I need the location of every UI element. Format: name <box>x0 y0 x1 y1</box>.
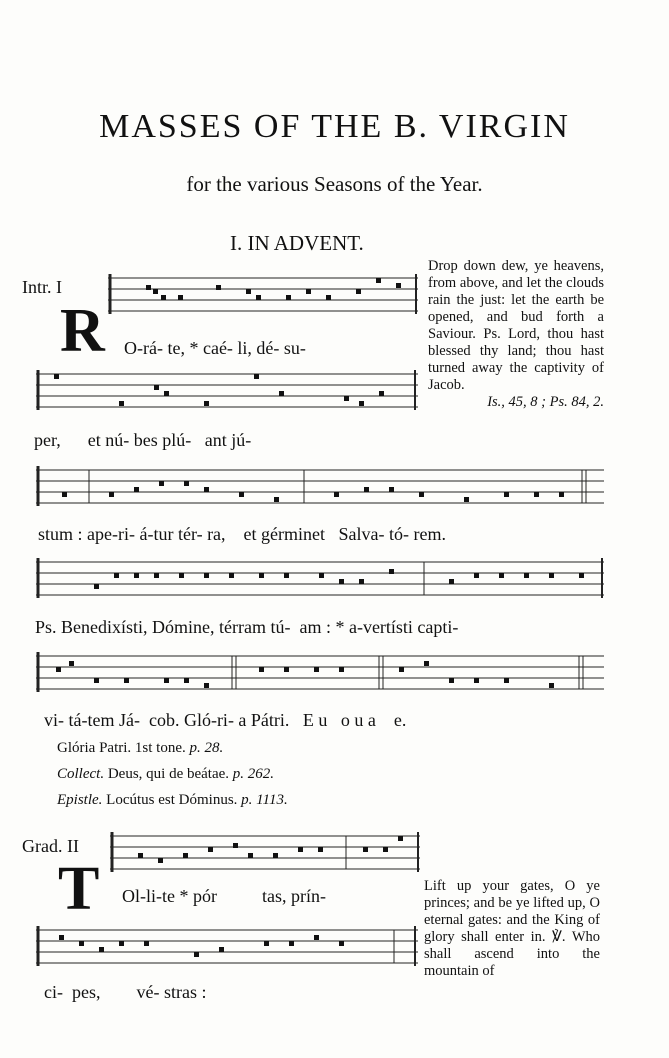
introit-staff-5 <box>34 648 604 704</box>
epistle-page: p. 1113. <box>241 792 288 808</box>
gloria-label: Glória Patri. 1st tone. <box>57 740 186 756</box>
section-heading: I. IN ADVENT. <box>230 231 364 255</box>
introit-lyrics-5: vi- tá-tem Já- cob. Gló-ri- a Pátri. E u o u a e. <box>44 710 407 730</box>
introit-staff-1 <box>106 270 418 326</box>
introit-translation <box>428 258 604 411</box>
page-subtitle: for the various Seasons of the Year. <box>186 172 483 196</box>
introit-lyrics-2: per, et nú- bes plú- ant jú- <box>34 430 252 450</box>
collect-line <box>57 766 274 783</box>
gradual-initial: T <box>58 855 100 923</box>
epistle-label: Epistle. <box>57 792 103 808</box>
epistle-line <box>57 792 288 809</box>
gloria-page: p. 28. <box>189 740 224 756</box>
gloria-line <box>57 740 223 757</box>
introit-lyrics-1: O-rá- te, * caé- li, dé- su- <box>124 338 306 358</box>
gradual-staff-2 <box>34 922 418 978</box>
introit-lyrics-3: stum : ape-ri- á-tur tér- ra, et gérminet Salva- tó- rem. <box>38 524 446 544</box>
gradual-label: Grad. II <box>22 836 79 856</box>
introit-translation-text: Drop down dew, ye heavens, from above, and let the clouds rain the just: let the earth be opened, and bud forth a Saviour. Ps. Lord, thou hast blessed thy land; thou hast turned away the captivity of Jacob. <box>428 258 604 393</box>
collect-text: Deus, qui de beátae. <box>107 766 230 782</box>
introit-lyrics-4: Ps. Benedixísti, Dómine, térram tú- am : * a-vertísti capti- <box>35 617 459 637</box>
introit-staff-4 <box>34 554 604 610</box>
gradual-lyrics-1: Ol-li-te * pór tas, prín- <box>122 886 326 906</box>
page-title: MASSES OF THE B. VIRGIN <box>99 108 570 145</box>
epistle-text: Locútus est Dóminus. <box>106 792 238 808</box>
introit-staff-3 <box>34 462 604 518</box>
gradual-lyrics-2: ci- pes, vé- stras : <box>44 982 207 1002</box>
introit-initial: R <box>60 297 105 365</box>
collect-page: p. 262. <box>232 766 275 782</box>
introit-label: Intr. I <box>22 277 62 297</box>
introit-staff-2 <box>34 366 418 422</box>
gradual-staff-1 <box>108 828 420 884</box>
collect-label: Collect. <box>57 766 105 782</box>
introit-reference: Is., 45, 8 ; Ps. 84, 2. <box>487 394 604 410</box>
gradual-translation: Lift up your gates, O ye princes; and be ye lifted up, O eternal gates: and the King of glory shall enter in. ℣. Who shall ascend into the mountain of <box>424 878 600 979</box>
